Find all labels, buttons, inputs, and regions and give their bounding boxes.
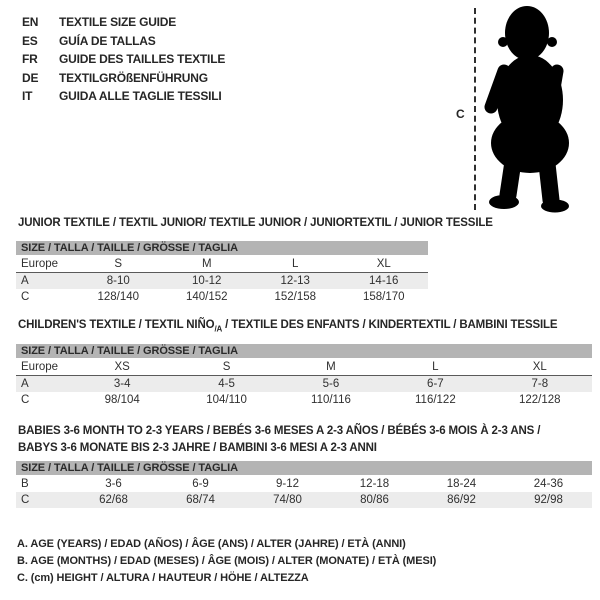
footnote-a: A. AGE (YEARS) / EDAD (AÑOS) / ÂGE (ANS) / ALTER (JAHRE) / ETÀ (ANNI) <box>17 538 406 550</box>
value-cell: 10-12 <box>163 273 252 290</box>
size-cell: XL <box>376 257 391 270</box>
value-cell: 3-6 <box>105 477 122 490</box>
table-row <box>16 392 592 407</box>
value-cell: 3-4 <box>70 376 174 393</box>
value-cell: 86/92 <box>418 492 505 508</box>
title-line: BABYS 3-6 MONATE BIS 2-3 JAHRE / BAMBINI 3-6 MESI A 2-3 ANNI <box>18 442 377 454</box>
size-header-bar: SIZE / TALLA / TAILLE / GRÖSSE / TAGLIA <box>16 344 592 358</box>
value-cell: 122/128 <box>518 393 561 406</box>
footnote-b: B. AGE (MONTHS) / EDAD (MESES) / ÂGE (MOIS) / ALTER (MONATE) / ETÀ (MESI) <box>17 555 437 568</box>
value-cell: 128/140 <box>97 290 140 303</box>
value-cell: 68/74 <box>157 492 244 508</box>
lang-row-it <box>22 87 225 106</box>
language-title-list <box>22 13 225 106</box>
lang-title: TEXTILE SIZE GUIDE <box>59 15 177 29</box>
lang-row-en <box>22 13 225 32</box>
row-label: B <box>21 477 29 490</box>
row-label: A <box>16 273 74 290</box>
value-cell: 74/80 <box>244 492 331 508</box>
children-size-table <box>16 344 592 407</box>
title-subscript: /A <box>214 324 223 334</box>
size-cell: M <box>201 257 212 270</box>
size-header-bar: SIZE / TALLA / TAILLE / GRÖSSE / TAGLIA <box>16 461 592 475</box>
value-cell: 5-6 <box>279 376 383 393</box>
babies-table-title <box>18 423 540 457</box>
table-row <box>16 358 592 376</box>
row-label: Europe <box>21 257 59 270</box>
value-cell: 140/152 <box>185 290 228 303</box>
lang-row-es <box>22 32 225 51</box>
value-cell: 62/68 <box>70 492 157 508</box>
lang-title: GUÍA DE TALLAS <box>59 33 156 48</box>
lang-title: GUIDA ALLE TAGLIE TESSILI <box>59 89 222 103</box>
children-table-title <box>18 319 557 333</box>
value-cell: 104/110 <box>206 393 247 406</box>
lang-row-fr <box>22 50 225 69</box>
footnotes <box>17 536 436 588</box>
table-row <box>16 255 428 273</box>
size-cell: L <box>432 360 439 373</box>
value-cell: 116/122 <box>415 393 456 406</box>
lang-code: ES <box>22 33 38 48</box>
row-label: C <box>21 290 30 303</box>
value-cell: 18-24 <box>446 477 477 490</box>
value-cell: 92/98 <box>505 492 592 508</box>
size-cell: XL <box>532 360 547 373</box>
lang-code: EN <box>22 15 39 29</box>
value-cell: 4-5 <box>174 376 278 393</box>
junior-size-table <box>16 241 428 304</box>
row-label: C <box>16 492 70 508</box>
table-row <box>16 289 428 304</box>
value-cell: 158/170 <box>362 290 405 303</box>
size-cell: S <box>114 257 123 270</box>
babies-size-table <box>16 461 592 508</box>
value-cell: 8-10 <box>74 273 163 290</box>
title-part: CHILDREN'S TEXTILE / TEXTIL NIÑO <box>18 319 215 331</box>
row-label: A <box>16 376 70 393</box>
height-measure-label: C <box>456 107 465 121</box>
value-cell: 152/158 <box>274 290 317 303</box>
size-cell: L <box>292 257 299 270</box>
value-cell: 14-16 <box>340 273 429 290</box>
size-header-row <box>16 241 428 255</box>
size-header-bar: SIZE / TALLA / TAILLE / GRÖSSE / TAGLIA <box>16 241 428 255</box>
table-row <box>16 273 428 290</box>
lang-code: IT <box>22 89 33 103</box>
height-measure-dashed-line <box>474 8 476 210</box>
size-cell: XS <box>114 360 130 373</box>
lang-title: TEXTILGRÖßENFÜHRUNG <box>59 70 208 85</box>
value-cell: 7-8 <box>488 376 592 393</box>
value-cell: 80/86 <box>331 492 418 508</box>
size-cell: S <box>222 360 231 373</box>
value-cell: 110/116 <box>311 393 351 406</box>
title-part: / TEXTILE DES ENFANTS / KINDERTEXTIL / BAMBINI TESSILE <box>222 319 558 331</box>
lang-code: FR <box>22 52 38 66</box>
size-header-row <box>16 461 592 475</box>
lang-row-de <box>22 69 225 88</box>
row-label: C <box>21 393 30 406</box>
value-cell: 6-9 <box>192 477 209 490</box>
lang-code: DE <box>22 70 39 85</box>
value-cell: 9-12 <box>275 477 300 490</box>
value-cell: 24-36 <box>533 477 564 490</box>
table-row <box>16 492 592 508</box>
row-label: Europe <box>21 360 59 373</box>
table-row <box>16 475 592 492</box>
value-cell: 12-18 <box>359 477 390 490</box>
value-cell: 6-7 <box>383 376 487 393</box>
junior-table-title: JUNIOR TEXTILE / TEXTIL JUNIOR/ TEXTILE JUNIOR / JUNIORTEXTIL / JUNIOR TESSILE <box>18 217 493 229</box>
value-cell: 12-13 <box>251 273 340 290</box>
size-cell: M <box>326 360 336 373</box>
title-line: BABIES 3-6 MONTH TO 2-3 YEARS / BEBÉS 3-6 MESES A 2-3 AÑOS / BÉBÉS 3-6 MOIS À 2-3 ANS / <box>18 425 541 437</box>
table-row <box>16 376 592 393</box>
toddler-silhouette-image <box>477 3 600 215</box>
lang-title: GUIDE DES TAILLES TEXTILE <box>59 52 226 66</box>
value-cell: 98/104 <box>104 393 140 406</box>
footnote-c: C. (cm) HEIGHT / ALTURA / HAUTEUR / HÖHE / ALTEZZA <box>17 572 309 585</box>
size-header-row <box>16 344 592 358</box>
